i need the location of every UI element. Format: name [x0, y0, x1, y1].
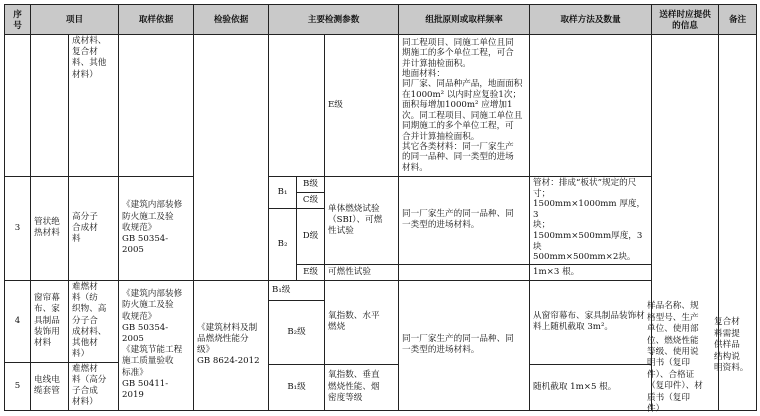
- cell-batch: 同工程项目、同施工单位且同 期施工的多个单位工程，可合 并计算抽检面积。 地面材料： 同厂家、同品种产品，地面面积 在1000m² 以内时应复验1次； 面积每增加1000m² 应增加1 次。同工程项目、同施工单位且 同期施工的多个单位工程，可 合并计算抽检面积。 其它各类材料：同一厂家生产 的同一品种、同一类型的进场 材料。: [399, 35, 530, 177]
- cell-class-b1: B₁级: [269, 364, 325, 410]
- cell-param: 可燃性试验: [325, 264, 399, 280]
- cell-sub-material: 难燃材 料（高分 子合成 材料）: [69, 362, 119, 410]
- cell-basis: 《建筑内部装修 防火施工及验 收规范》 GB 50354-2005: [119, 177, 194, 281]
- cell-param: 单体燃烧试验 （SBI）、可燃 性试验: [325, 177, 399, 265]
- header-note: 备注: [719, 5, 757, 35]
- cell-item: [31, 35, 69, 177]
- cell-no: 3: [5, 177, 31, 281]
- header-basis: 取样依据: [119, 5, 194, 35]
- cell-grade: C级: [297, 193, 325, 209]
- header-item: 项目: [31, 5, 119, 35]
- table-row: [5, 177, 757, 193]
- cell-no: [5, 35, 31, 177]
- cell-item: 窗帘幕 布、家 具制品 装饰用 材料: [31, 280, 69, 362]
- cell-sub-material: 成材料、 复合材 料、其他 材料）: [69, 35, 119, 177]
- header-method: 取样方法及数量: [530, 5, 652, 35]
- cell-method: 从窗帘幕布、家具制品装饰材 料上随机截取 3m²。: [530, 280, 652, 364]
- remark-text: 复合材 料需提 供样品 结构说 明资料。: [714, 317, 749, 374]
- cell-item: 电线电 缆套管: [31, 362, 69, 410]
- cell-batch: 同一厂家生产的同一品种、同 一类型的进场材料。: [399, 177, 530, 265]
- cell-batch: [399, 264, 530, 280]
- cell-param: 氧指数、垂直 燃烧性能、烟 密度等级: [325, 364, 399, 410]
- cell-class-b1: B₁级: [269, 280, 325, 300]
- cell-basis: [119, 35, 194, 177]
- cell-class-b1: B₁: [269, 177, 297, 209]
- header-no: 序 号: [5, 5, 31, 35]
- cell-item: 管状绝 热材料: [31, 177, 69, 281]
- cell-method: 1m×3 根。: [530, 264, 652, 280]
- cell-no: 5: [5, 362, 31, 410]
- cell-test-basis: [194, 35, 269, 281]
- cell-basis: 《建筑内部装修 防火施工及验 收规范》 GB 50354-2005 《建筑节能工程 施工质量验收 标准》 GB 50411-2019: [119, 280, 194, 410]
- cell-grade: E级: [297, 264, 325, 280]
- cell-class-b2: B₂: [269, 209, 297, 281]
- note-overlay: [711, 306, 755, 374]
- cell-batch: 同一厂家生产的同一品种、同 一类型的进场材料。: [399, 280, 530, 410]
- cell-sub-material: 难燃材 料（纺 织物、高 分子合 成材料、 其他材 料）: [69, 280, 119, 362]
- cell-method: 管材：排成“板状”规定的尺 寸； 1500mm×1000mm 厚度，3 块； 1500mm×500mm厚度，3块 500mm×500mm×2块。: [530, 177, 652, 265]
- header-params: 主要检测参数: [269, 5, 399, 35]
- cell-method: [530, 35, 652, 177]
- header-row: [5, 5, 757, 35]
- cell-grade: B级: [297, 177, 325, 193]
- cell-sub-material: 高分子 合成材 料: [69, 177, 119, 281]
- header-test: 检验依据: [194, 5, 269, 35]
- info-overlay: [644, 290, 710, 415]
- cell-class: [269, 35, 325, 177]
- required-info-text: 样品名称、规 格型号、生产 单位、使用部 位、燃烧性能 等级、使用说 明书（复印 件）、合格证 （复印件）、材 质书（复印件）: [647, 301, 703, 415]
- cell-method: 随机截取 1m×5 根。: [530, 364, 652, 410]
- cell-param: 氧指数、水平 燃烧: [325, 280, 399, 364]
- cell-class-b2: B₂级: [269, 300, 325, 364]
- cell-grade: D级: [297, 209, 325, 265]
- header-info: 送样时应提供 的信息: [652, 5, 719, 35]
- header-batch: 组批原则或取样频率: [399, 5, 530, 35]
- cell-test-basis: 《建筑材料及制 品燃烧性能分 级》 GB 8624-2012: [194, 280, 269, 410]
- table-row: [5, 35, 757, 177]
- cell-grade: E级: [325, 35, 399, 177]
- cell-no: 4: [5, 280, 31, 362]
